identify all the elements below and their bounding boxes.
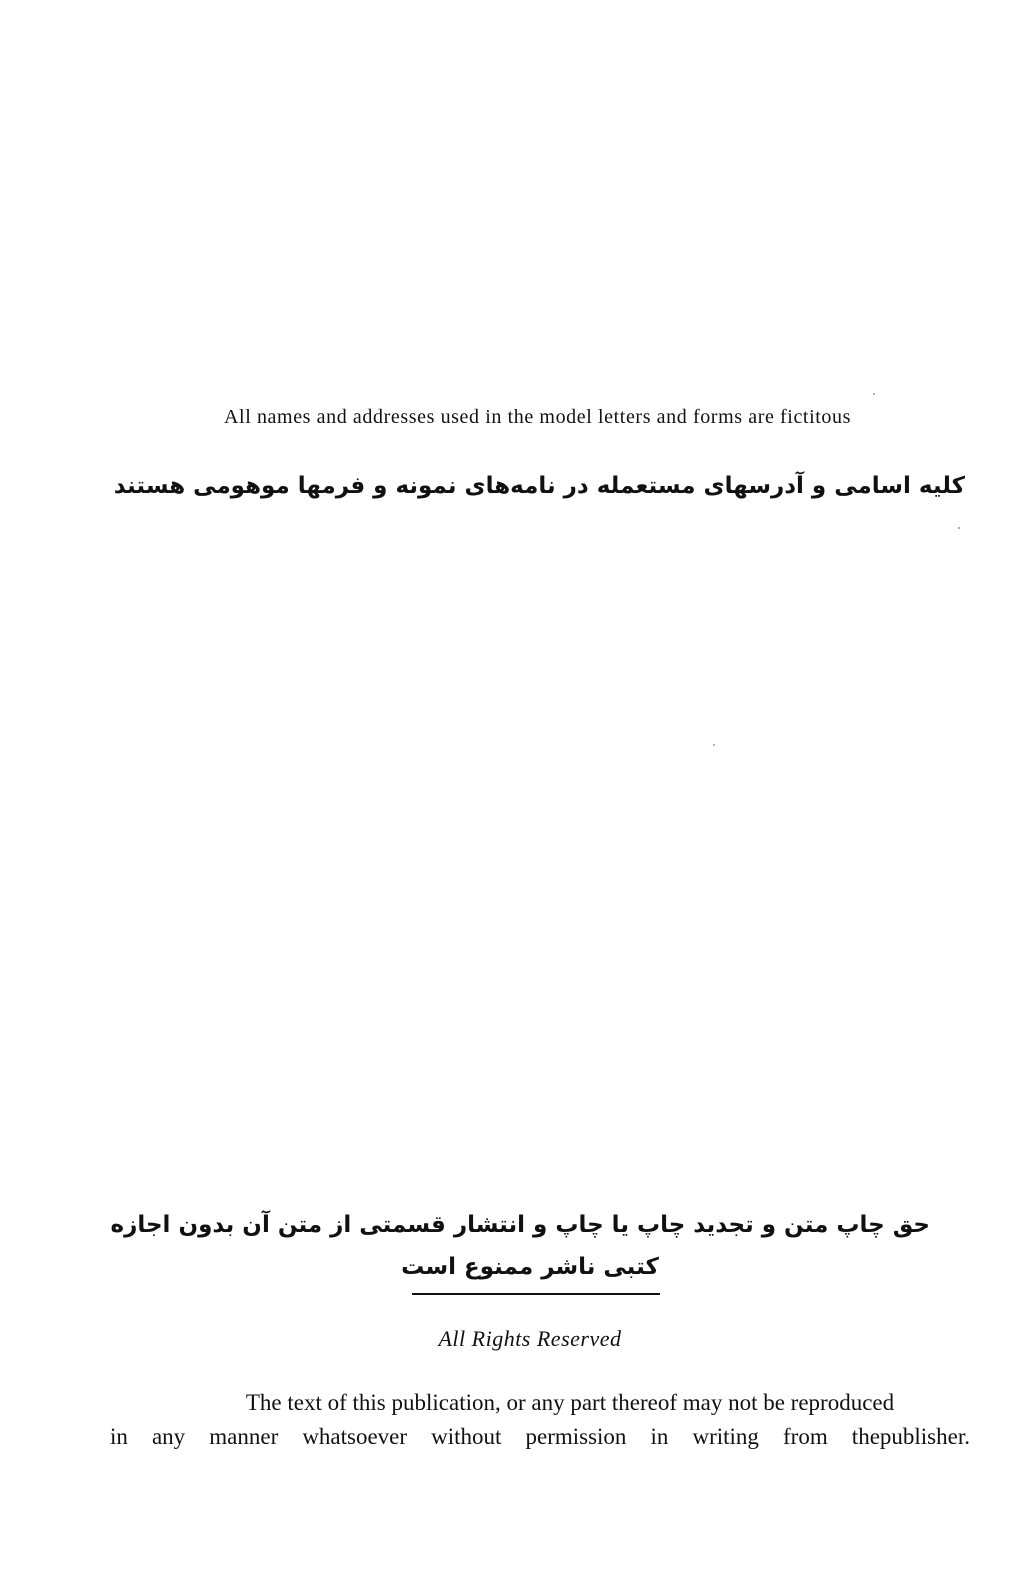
fictitious-names-notice-persian: کلیه اسامی و آدرسهای مستعمله در نامه‌های نمونه و فرمها موهومی هستند bbox=[113, 473, 965, 499]
reproduction-notice bbox=[110, 1386, 970, 1454]
scan-speck bbox=[713, 744, 715, 746]
copyright-persian-line-1: حق چاپ متن و تجدید چاپ یا چاپ و انتشار قسمتی از متن آن بدون اجازه bbox=[110, 1212, 930, 1238]
copyright-persian-line-2: کتبی ناشر ممنوع است bbox=[401, 1254, 659, 1280]
scan-speck bbox=[873, 393, 875, 395]
reproduction-notice-line-2: in any manner whatsoever without permission in writing from thepublisher. bbox=[110, 1424, 970, 1449]
all-rights-reserved-heading: All Rights Reserved bbox=[438, 1326, 622, 1351]
fictitious-names-notice-english: All names and addresses used in the model letters and forms are fictitous bbox=[224, 406, 851, 428]
reproduction-notice-line-1: The text of this publication, or any part thereof may not be reproduced bbox=[245, 1390, 895, 1415]
divider-rule bbox=[412, 1293, 660, 1295]
scan-speck bbox=[958, 527, 960, 529]
